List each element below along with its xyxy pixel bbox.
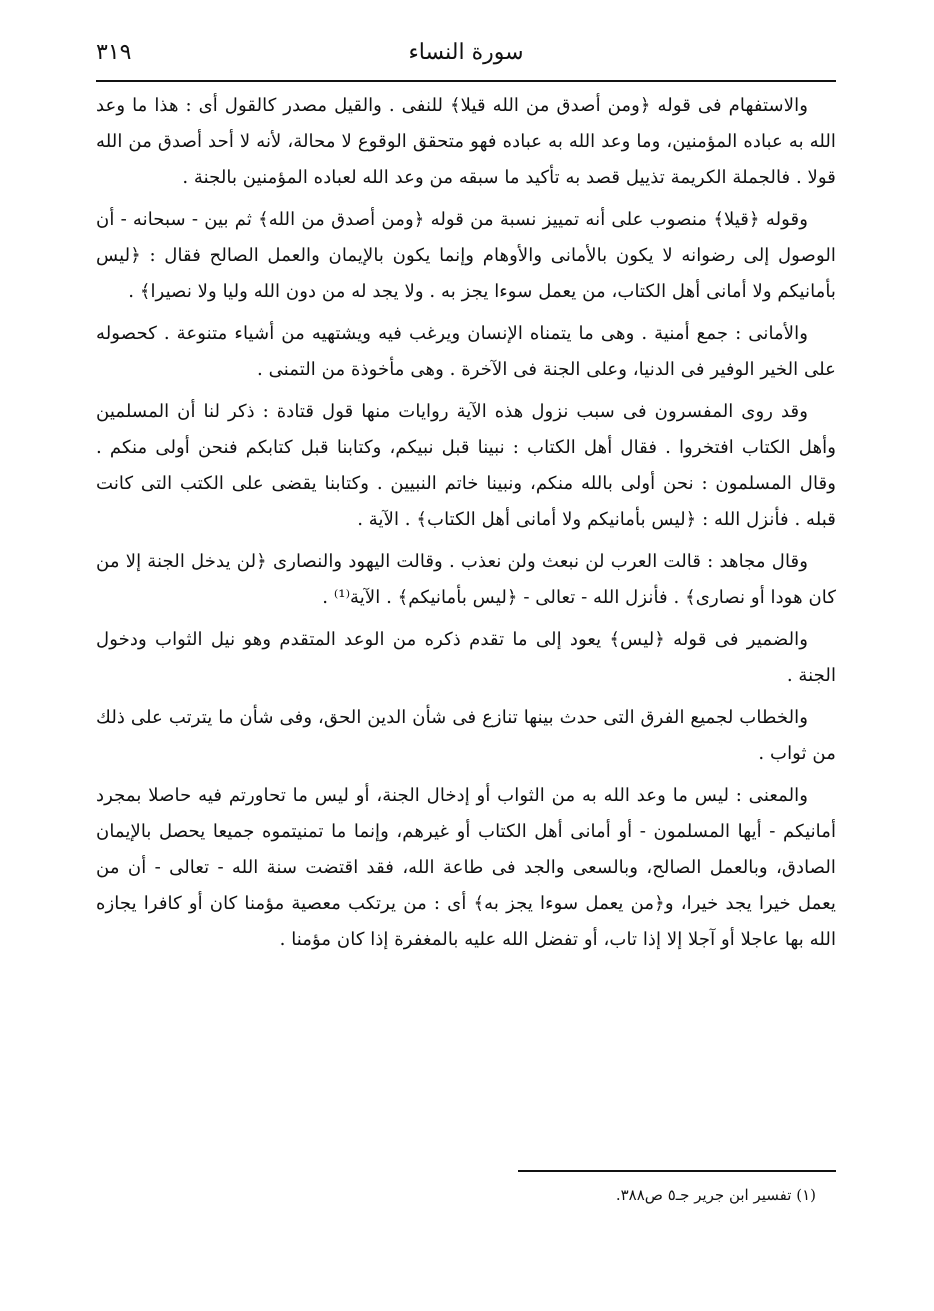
paragraph: وقال مجاهد : قالت العرب لن نبعث ولن نعذب . وقالت اليهود والنصارى ﴿لن يدخل الجنة إلا من كان هودا أو نصارى﴾ . فأنزل الله - تعالى - ﴿ليس بأمانيكم﴾ . الآية⁽¹⁾ .	[96, 551, 836, 608]
paragraph: والخطاب لجميع الفرق التى حدث بينها تنازع فى شأن الدين الحق، وفى شأن ما يترتب على ذلك من ثواب .	[96, 707, 836, 764]
paragraph: والمعنى : ليس ما وعد الله به من الثواب أو إدخال الجنة، أو ليس ما تحاورتم فيه حاصلا بمجرد أمانيكم - أيها المسلمون - أو أمانى أهل الكتاب أو غيرهم، وإنما ما تمنيتموه جميعا يحصل بالإيمان الصادق، وبالعمل الصالح، وبالسعى والجد فى طاعة الله، فقد اقتضت سنة الله - تعالى - أن من يعمل خيرا يجد خيرا، و﴿من يعمل سوءا يجز به﴾ أى : من يرتكب معصية مؤمنا كان أو كافرا يجازه الله بها عاجلا أو آجلا إلا إذا تاب، أو تفضل الله عليه بالمغفرة إذا كان مؤمنا .	[96, 785, 836, 950]
paragraph: وقد روى المفسرون فى سبب نزول هذه الآية روايات منها قول قتادة : ذكر لنا أن المسلمين وأهل الكتاب افتخروا . فقال أهل الكتاب : نبينا قبل نبيكم، وكتابنا قبل كتابكم فنحن أولى منكم . وقال المسلمون : نحن أولى بالله منكم، ونبينا خاتم النبيين . وكتابنا يقضى على الكتب التى كانت قبله . فأنزل الله : ﴿ليس بأمانيكم ولا أمانى أهل الكتاب﴾ . الآية .	[96, 401, 836, 530]
paragraph: وقوله ﴿قيلا﴾ منصوب على أنه تمييز نسبة من قوله ﴿ومن أصدق من الله﴾ ثم بين - سبحانه - أن الوصول إلى رضوانه لا يكون بالأمانى والأوهام وإنما يكون بالإيمان والعمل الصالح فقال : ﴿ليس بأمانيكم ولا أمانى أهل الكتاب، من يعمل سوءا يجز به . ولا يجد له من دون الله وليا ولا نصيرا﴾ .	[96, 209, 836, 302]
page-header	[96, 30, 836, 82]
book-page	[96, 30, 836, 1280]
footnote: (١) تفسير ابن جرير جـ٥ ص٣٨٨.	[615, 1186, 816, 1204]
page-number: ٣١٩	[96, 40, 132, 65]
footnote-divider	[518, 1170, 836, 1172]
paragraph: والاستفهام فى قوله ﴿ومن أصدق من الله قيلا﴾ للنفى . والقيل مصدر كالقول أى : هذا ما وعد الله به عباده المؤمنين، وما وعد الله به عباده فهو متحقق الوقوع لا محالة، لأنه لا أحد أصدق من الله قولا . فالجملة الكريمة تذييل قصد به تأكيد ما سبقه من وعد الله لعباده المؤمنين بالجنة .	[96, 95, 836, 188]
page-body	[96, 88, 836, 958]
paragraph: والضمير فى قوله ﴿ليس﴾ يعود إلى ما تقدم ذكره من الوعد المتقدم وهو نيل الثواب ودخول الجنة .	[96, 629, 836, 686]
surah-title: سورة النساء	[408, 40, 524, 65]
paragraph: والأمانى : جمع أمنية . وهى ما يتمناه الإنسان ويرغب فيه ويشتهيه من أشياء متنوعة . كحصوله على الخير الوفير فى الدنيا، وعلى الجنة فى الآخرة . وهى مأخوذة من التمنى .	[96, 323, 836, 380]
